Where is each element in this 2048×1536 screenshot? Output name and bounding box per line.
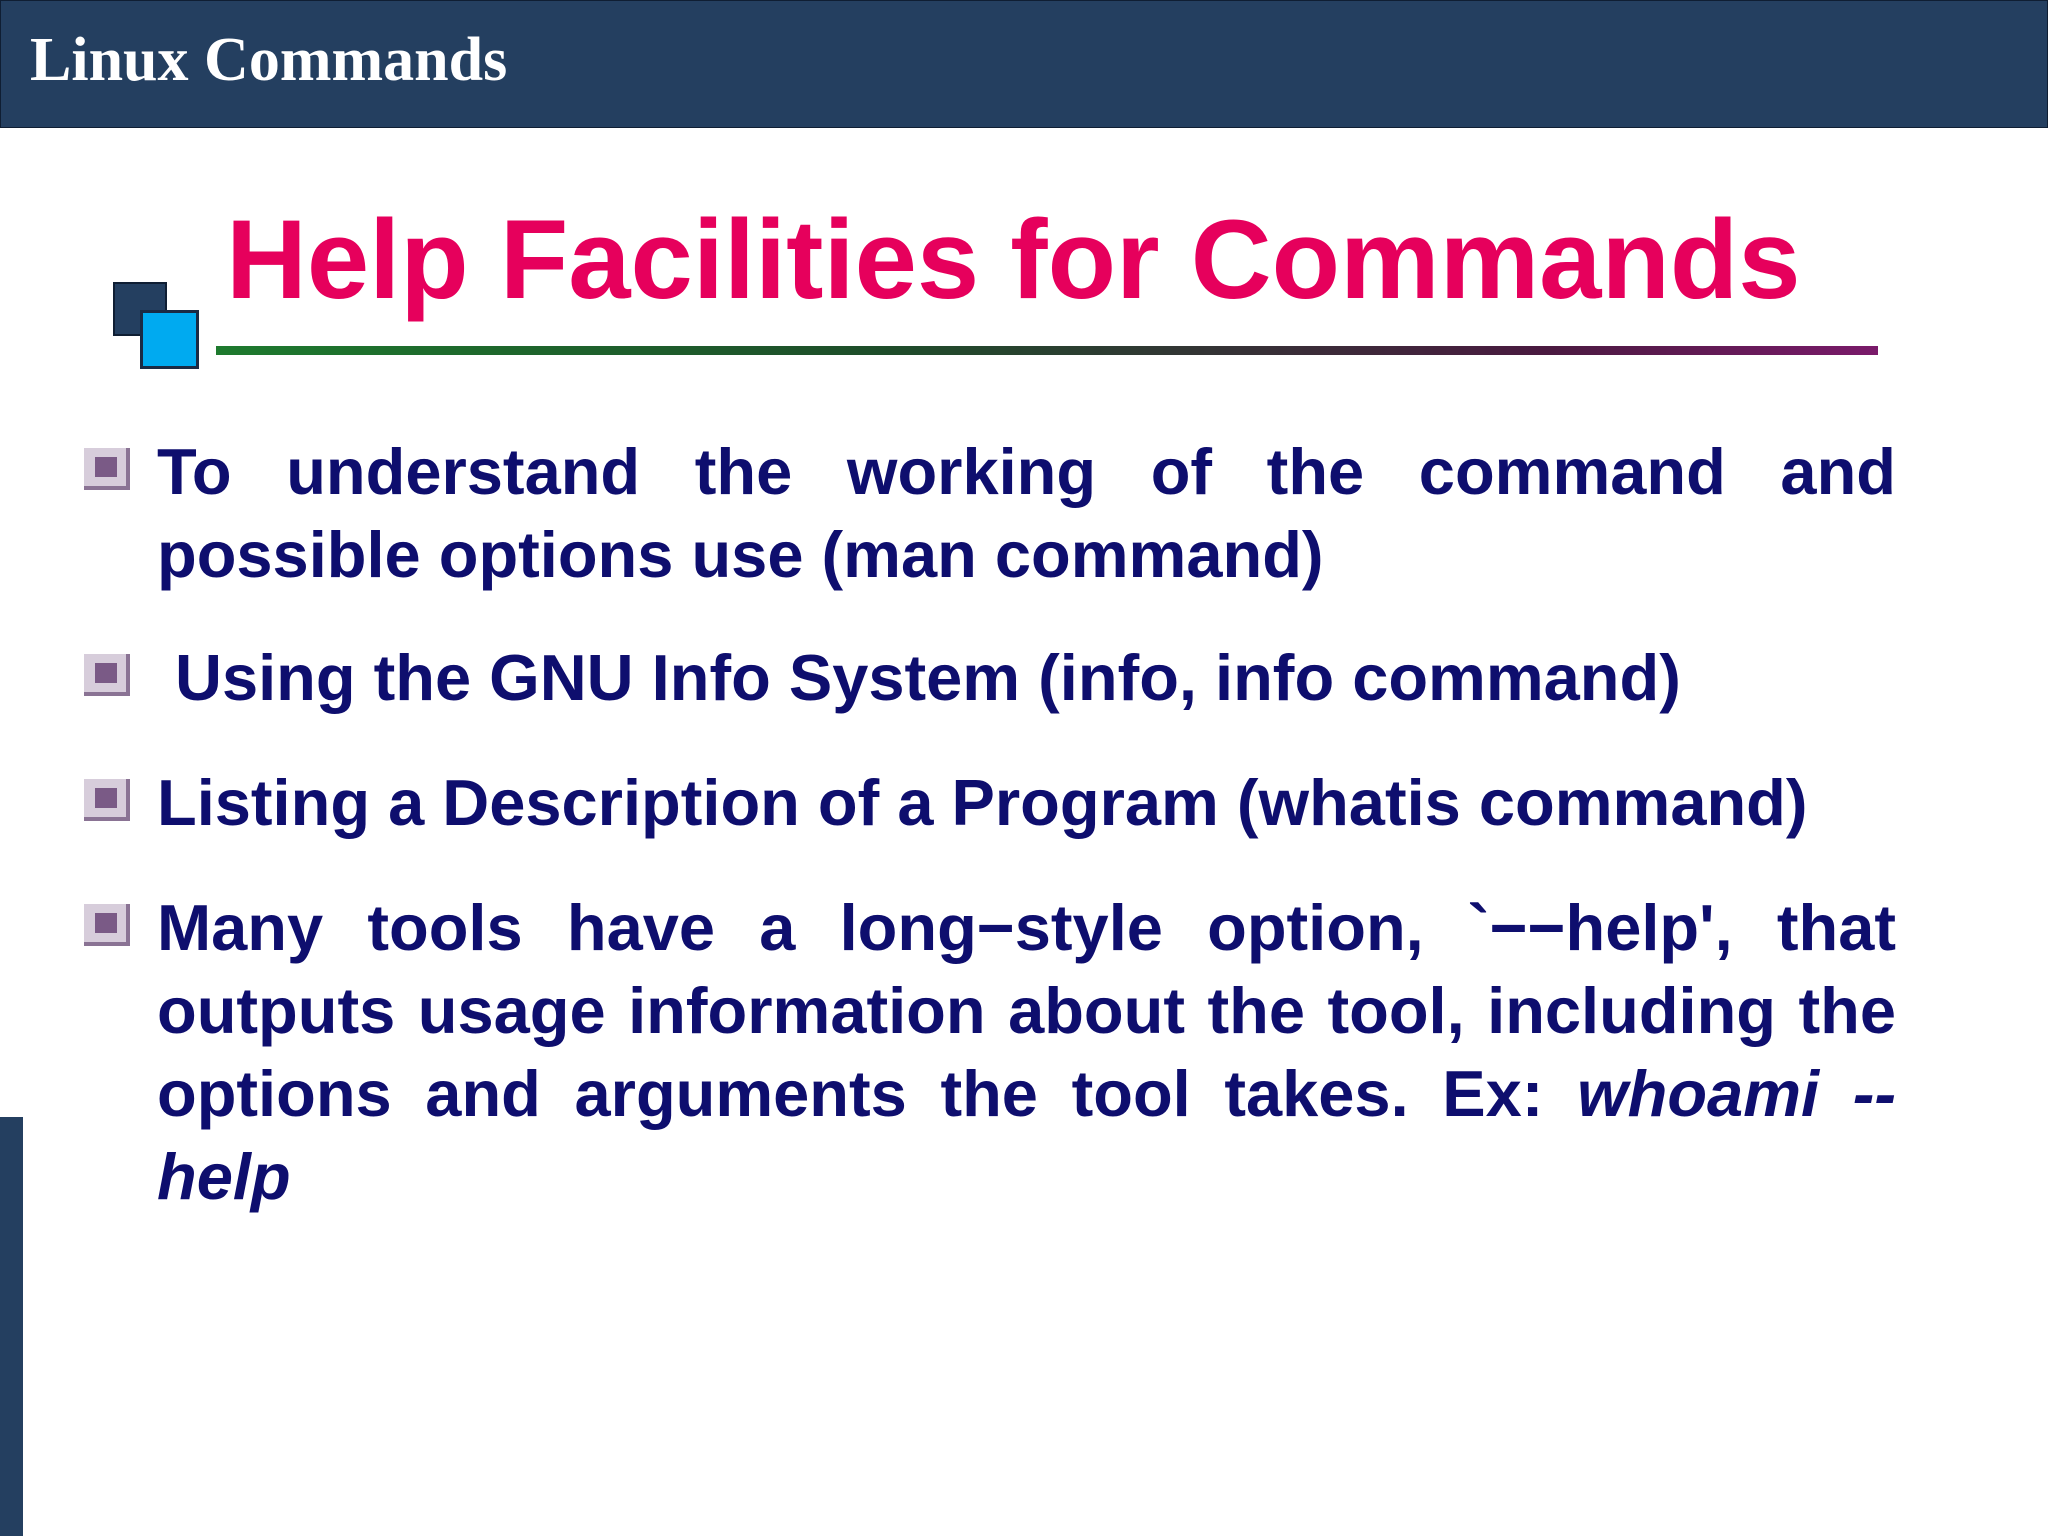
- bullet-text: Using the GNU Info System (info, info command): [175, 641, 1681, 714]
- example-command: whoami --help: [157, 1057, 1896, 1213]
- header-bar: [0, 0, 2048, 128]
- bullet-item: [84, 761, 1896, 844]
- bullet-text: Listing a Description of a Program (whatis command): [157, 766, 1808, 839]
- square-bullet-icon: [84, 779, 136, 827]
- logo-front-square: [140, 310, 199, 369]
- header-title: Linux Commands: [30, 26, 508, 94]
- slide-title: Help Facilities for Commands: [226, 197, 1801, 322]
- title-underline: [216, 346, 1878, 355]
- bullet-item: [84, 636, 1896, 719]
- square-bullet-icon: [84, 904, 136, 952]
- square-bullet-icon: [84, 654, 136, 702]
- bullet-text: To understand the working of the command and possible options use (man command): [157, 435, 1896, 591]
- left-accent-stripe: [0, 1117, 23, 1536]
- bullet-item: [84, 886, 1896, 1218]
- bullet-text: Many tools have a long−style option, `−−help', that outputs usage information about the tool, including the options and arguments the tool takes. Ex:: [157, 891, 1896, 1130]
- overlapping-squares-icon: [113, 282, 201, 370]
- square-bullet-icon: [84, 448, 136, 496]
- bullet-item: [84, 430, 1896, 596]
- bullet-list: [84, 430, 1896, 1218]
